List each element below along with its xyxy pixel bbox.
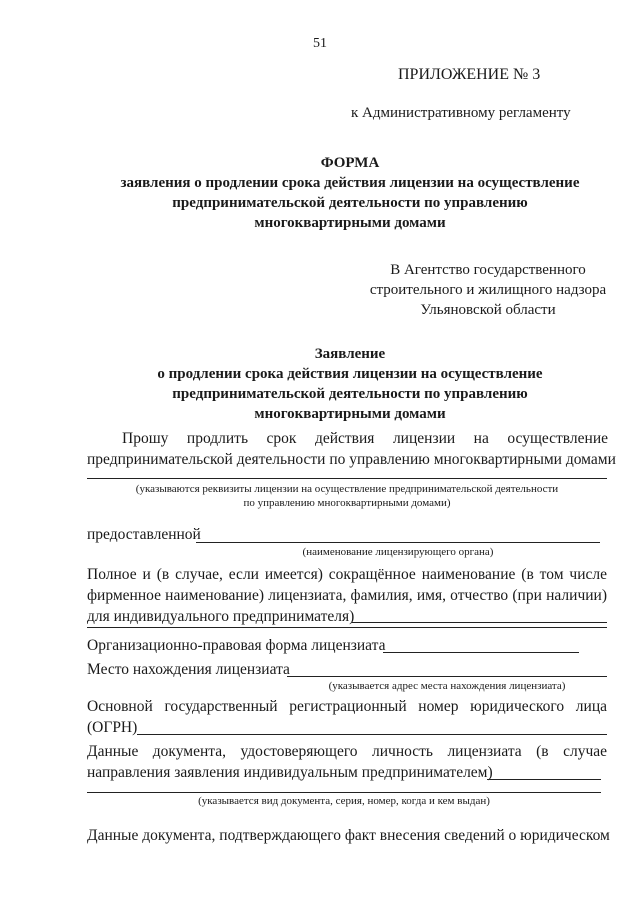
statement-title-line: о продлении срока действия лицензии на осуществление [157,366,543,382]
location-hint: (указывается адрес места нахождения лицензиата) [328,680,566,692]
statement-title: Заявление [314,346,386,362]
licensee-name-text: фирменное наименование) лицензиата, фамилия, имя, отчество (при наличии) [87,587,607,604]
license-details-line [87,478,607,479]
provided-label: предоставленной [87,526,201,543]
licensee-name-text: Полное и (в случае, если имеется) сокращённое наименование (в том числе [87,566,607,583]
request-text-line: предпринимательской деятельности по управлению многоквартирными домами [87,451,616,468]
id-document-hint: (указывается вид документа, серия, номер, когда и кем выдан) [198,795,490,807]
license-details-hint: (указываются реквизиты лицензии на осуществление предпринимательской деятельности [135,483,559,495]
statement-title-line: многоквартирными домами [254,406,446,422]
location-field-line [287,676,607,677]
id-document-label-line: направления заявления индивидуальным предпринимателем) [87,764,493,781]
page-number: 51 [313,36,327,51]
id-document-field-line [487,779,601,780]
addressee-line: строительного и жилищного надзора [369,282,607,298]
location-label: Место нахождения лицензиата [87,661,290,678]
ogrn-label-line: (ОГРН) [87,719,138,736]
ogrn-field-line [137,734,607,735]
request-text: Прошу продлить срок действия лицензии на осуществление [122,430,608,447]
licensee-name-field-line [87,627,607,628]
ogrn-label: Основной государственный регистрационный номер юридического лица [87,698,607,715]
authority-hint: (наименование лицензирующего органа) [302,546,494,558]
licensee-name-field-line [352,622,607,623]
licensee-name-text: для индивидуального предпринимателя) [87,608,355,625]
fact-document-label: Данные документа, подтверждающего факт внесения сведений о юридическом [87,827,610,844]
id-document-label: Данные документа, удостоверяющего личность лицензиата (в случае [87,743,607,760]
form-title: ФОРМА [320,155,380,171]
license-details-hint: по управлению многоквартирными домами) [243,497,451,509]
addressee-line: Ульяновской области [420,302,556,318]
form-title-line: многоквартирными домами [254,215,446,231]
legal-form-field-line [383,652,579,653]
form-title-line: предпринимательской деятельности по управлению [172,195,528,211]
authority-field-line [196,542,600,543]
legal-form-label: Организационно-правовая форма лицензиата [87,637,386,654]
form-title-line: заявления о продлении срока действия лицензии на осуществление [120,175,580,191]
appendix-subtitle: к Административному регламенту [351,105,571,121]
addressee-line: В Агентство государственного [390,262,586,278]
appendix-title: ПРИЛОЖЕНИЕ № 3 [398,66,541,83]
id-document-field-line [87,792,601,793]
statement-title-line: предпринимательской деятельности по управлению [172,386,528,402]
